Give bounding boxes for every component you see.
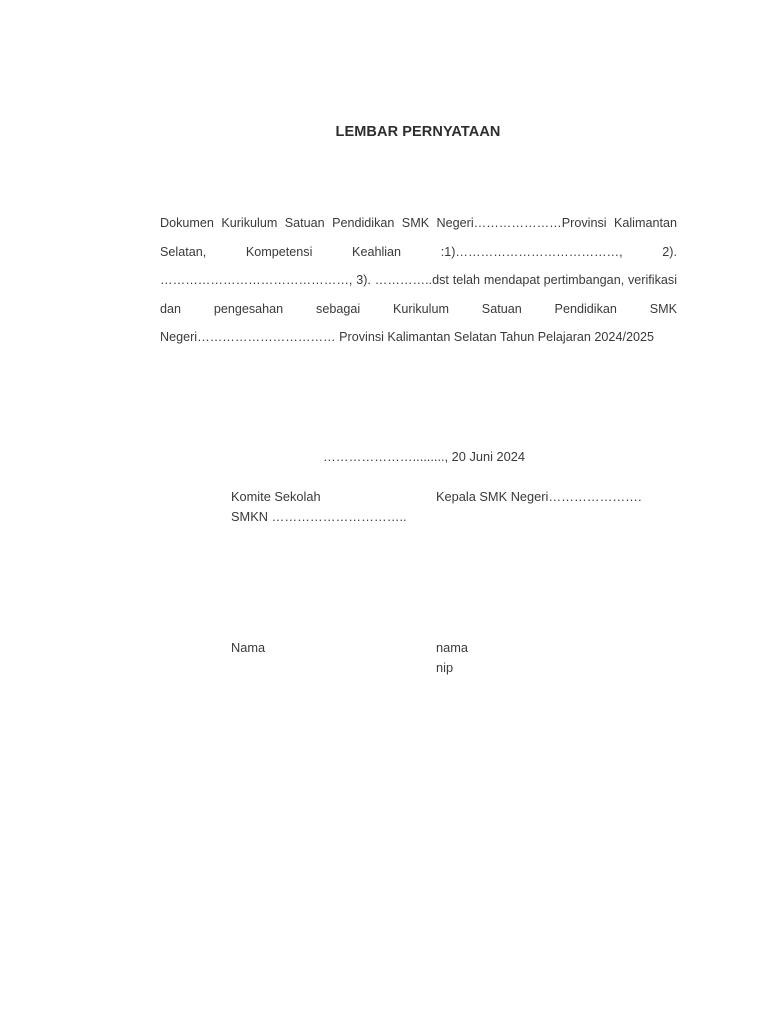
document-title: LEMBAR PERNYATAAN bbox=[335, 124, 501, 140]
committee-name-label: Nama bbox=[231, 640, 266, 655]
principal-nip-label: nip bbox=[436, 659, 454, 675]
principal-name-block bbox=[436, 638, 468, 677]
statement-paragraph: Dokumen Kurikulum Satuan Pendidikan SMK Negeri…………………Provinsi Kalimantan Selatan, Kompetensi Keahlian :1)…………………………………, 2). ………………………………………, 3). …………..dst telah mendapat pertimbangan, verifikasi dan pengesahan sebagai Kurikulum Satuan Pendidikan SMK Negeri…………………………… Provinsi Kalimantan Selatan Tahun Pelajaran 2024/2025 bbox=[160, 216, 677, 345]
signature-block-committee bbox=[231, 487, 407, 526]
signature-block-principal bbox=[436, 487, 642, 507]
principal-role-label: Kepala SMK Negeri…………………. bbox=[436, 489, 642, 504]
committee-name-block bbox=[231, 638, 265, 658]
principal-name-label: nama bbox=[436, 640, 469, 655]
committee-school-label: SMKN ………………………….. bbox=[231, 508, 407, 524]
committee-role-label: Komite Sekolah bbox=[231, 489, 321, 504]
place-date-line: …………………........., 20 Juni 2024 bbox=[323, 449, 525, 464]
